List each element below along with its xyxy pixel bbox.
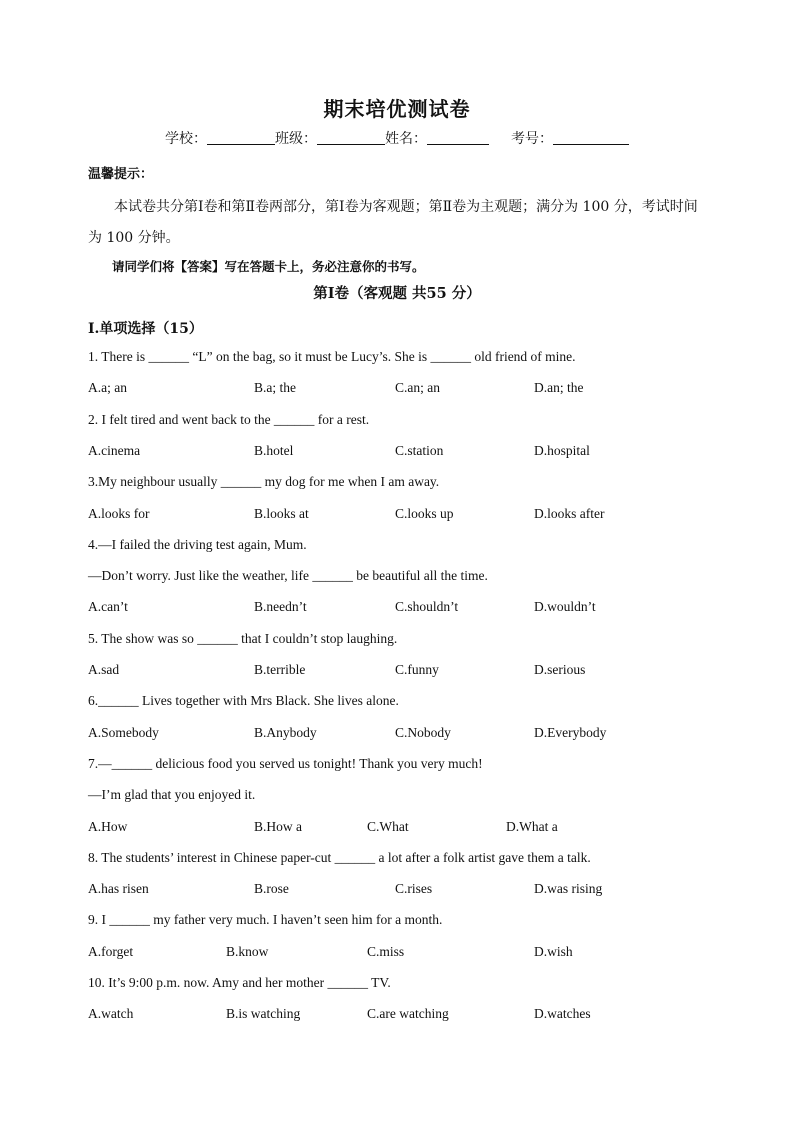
question-3-line-1: 3.My neighbour usually ______ my dog for me when I am away. xyxy=(88,474,440,490)
question-7-option-a[interactable]: A.How xyxy=(88,818,128,834)
question-1-line-1: 1. There is ______ “L” on the bag, so it must be Lucy’s. She is ______ old friend of mine. xyxy=(88,349,576,364)
question-9-option-a[interactable]: A.forget xyxy=(88,943,134,959)
tips-label: 温馨提示： xyxy=(88,167,154,182)
question-6-option-a[interactable]: A.Somebody xyxy=(88,724,159,740)
section-title: Ⅰ.单项选择（15） xyxy=(88,321,203,337)
question-10-option-b[interactable]: B.is watching xyxy=(226,1006,301,1022)
name-label: 姓名： xyxy=(385,131,427,147)
question-5-line-1: 5. The show was so ______ that I couldn’t stop laughing. xyxy=(88,630,398,646)
class-label: 班级： xyxy=(275,131,317,147)
question-10-option-c[interactable]: C.are watching xyxy=(367,1006,449,1022)
question-6-line-1: 6.______ Lives together with Mrs Black. She lives alone. xyxy=(88,693,399,709)
question-9-option-d[interactable]: D.wish xyxy=(534,943,573,959)
question-2-line-1: 2. I felt tired and went back to the ______ for a rest. xyxy=(88,411,370,427)
question-7-option-c[interactable]: C.What xyxy=(367,818,409,834)
class-blank[interactable] xyxy=(317,130,385,145)
question-3-option-a[interactable]: A.looks for xyxy=(88,505,150,521)
question-7-line-2: —I’m glad that you enjoyed it. xyxy=(88,787,256,803)
question-1-option-d[interactable]: D.an; the xyxy=(534,380,584,396)
question-4-option-c[interactable]: C.shouldn’t xyxy=(395,599,459,615)
question-9-option-b[interactable]: B.know xyxy=(226,943,269,959)
question-7-option-b[interactable]: B.How a xyxy=(254,818,302,834)
question-3-option-c[interactable]: C.looks up xyxy=(395,505,454,521)
question-4-line-2: —Don’t worry. Just like the weather, life ______ be beautiful all the time. xyxy=(88,568,488,584)
question-7-option-d[interactable]: D.What a xyxy=(506,818,558,834)
question-1-option-a[interactable]: A.a; an xyxy=(88,380,127,396)
question-8-line-1: 8. The students’ interest in Chinese paper-cut ______ a lot after a folk artist gave them a talk. xyxy=(88,849,591,865)
question-2-option-a[interactable]: A.cinema xyxy=(88,442,141,458)
question-5-option-b[interactable]: B.terrible xyxy=(254,662,306,677)
question-10-option-a[interactable]: A.watch xyxy=(88,1006,134,1022)
exam-no-label: 考号： xyxy=(511,131,553,147)
question-2-option-b[interactable]: B.hotel xyxy=(254,442,294,458)
answer-notice: 请同学们将【答案】写在答题卡上，务必注意你的书写。 xyxy=(112,259,425,274)
question-6-option-d[interactable]: D.Everybody xyxy=(534,724,607,740)
question-4-line-1: 4.—I failed the driving test again, Mum. xyxy=(88,536,307,552)
question-4-option-b[interactable]: B.needn’t xyxy=(254,599,307,615)
question-6-option-b[interactable]: B.Anybody xyxy=(254,724,317,740)
question-5-option-d[interactable]: D.serious xyxy=(534,662,586,677)
student-info-line xyxy=(0,128,794,148)
question-3-option-d[interactable]: D.looks after xyxy=(534,505,605,521)
question-9-line-1: 9. I ______ my father very much. I haven’t seen him for a month. xyxy=(88,912,443,928)
question-4-option-d[interactable]: D.wouldn’t xyxy=(534,599,596,615)
school-label: 学校： xyxy=(165,131,207,147)
exam-no-blank[interactable] xyxy=(553,130,629,145)
question-5-option-a[interactable]: A.sad xyxy=(88,662,120,677)
question-2-option-c[interactable]: C.station xyxy=(395,442,444,458)
tips-text: 本试卷共分第Ⅰ卷和第Ⅱ卷两部分，第Ⅰ卷为客观题；第Ⅱ卷为主观题；满分为 100 分，考试时间为 100 分钟。 xyxy=(88,199,698,246)
part-title: 第Ⅰ卷（客观题 共55 分） xyxy=(313,285,481,302)
question-8-option-b[interactable]: B.rose xyxy=(254,881,289,897)
question-9-option-c[interactable]: C.miss xyxy=(367,943,405,959)
question-1-option-b[interactable]: B.a; the xyxy=(254,380,296,396)
question-10-option-d[interactable]: D.watches xyxy=(534,1006,591,1022)
question-5-option-c[interactable]: C.funny xyxy=(395,662,439,677)
page-title: 期末培优测试卷 xyxy=(323,97,471,121)
question-4-option-a[interactable]: A.can’t xyxy=(88,599,128,615)
question-6-option-c[interactable]: C.Nobody xyxy=(395,724,451,740)
question-8-option-a[interactable]: A.has risen xyxy=(88,881,149,897)
question-8-option-d[interactable]: D.was rising xyxy=(534,881,603,897)
question-7-line-1: 7.—______ delicious food you served us tonight! Thank you very much! xyxy=(88,755,483,771)
question-10-line-1: 10. It’s 9:00 p.m. now. Amy and her mother ______ TV. xyxy=(88,975,391,990)
name-blank[interactable] xyxy=(427,130,489,145)
question-1-option-c[interactable]: C.an; an xyxy=(395,380,440,396)
question-3-option-b[interactable]: B.looks at xyxy=(254,505,309,521)
school-blank[interactable] xyxy=(207,130,275,145)
question-2-option-d[interactable]: D.hospital xyxy=(534,442,590,458)
question-8-option-c[interactable]: C.rises xyxy=(395,881,433,897)
